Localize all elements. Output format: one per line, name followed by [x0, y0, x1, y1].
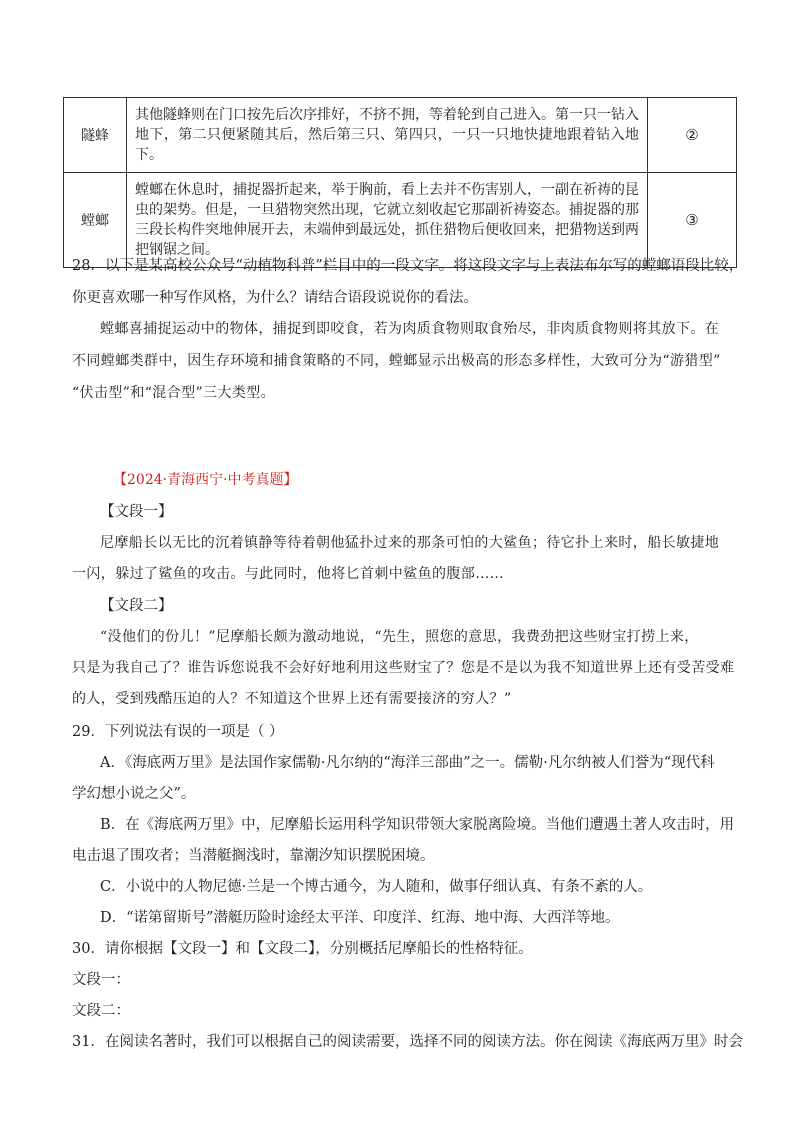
excerpt-28-line-2: 不同螳螂类群中，因生存环境和捕食策略的不同，螳螂显示出极高的形态多样性，大致可分为“游猎型”: [72, 353, 721, 369]
excerpt-28-line-3: “伏击型”和“混合型”三大类型。: [72, 385, 276, 401]
question-28-line-1: 28．以下是某高校公众号“动植物科普”栏目中的一段文字。将这段文字与上表法布尔写的螳螂语段比较，: [72, 258, 744, 274]
question-29-option-d: D．“诺第留斯号”潜艇历险时途经太平洋、印度洋、红海、地中海、大西洋等地。: [100, 910, 620, 926]
insect-comparison-table: [63, 97, 737, 268]
passage-1-heading: 【文段一】: [100, 504, 173, 520]
question-29-option-a-line-2: 学幻想小说之父”。: [72, 786, 196, 802]
question-29-option-a-line-1: A．《海底两万里》是法国作家儒勒·凡尔纳的“海洋三部曲”之一。儒勒·凡尔纳被人们誉为“现代科: [100, 755, 715, 771]
question-29-option-c: C．小说中的人物尼德·兰是一个博古通今，为人随和，做事仔细认真、有条不紊的人。: [100, 879, 653, 895]
passage-1-line-1: 尼摩船长以无比的沉着镇静等待着朝他猛扑过来的那条可怕的大鲨鱼；待它扑上来时，船长敏捷地: [100, 535, 720, 551]
table-cell-number: ③: [648, 173, 737, 268]
table-cell-insect-name: 螳螂: [64, 173, 127, 268]
table-cell-description: 螳螂在休息时，捕捉器折起来，举于胸前，看上去并不伤害别人，一副在祈祷的昆虫的架势。但是，一旦猎物突然出现，它就立刻收起它那副祈祷姿态。捕捉器的那三段长构件突地伸展开去，末端伸到最远处，抓住猎物后便收回来，把猎物送到两把钢锯之间。: [127, 173, 648, 268]
question-30-answer-1-label: 文段一：: [72, 972, 130, 988]
passage-2-line-3: 的人，受到残酷压迫的人？不知道这个世界上还有需要接济的穷人？”: [72, 691, 512, 707]
table-cell-number: ②: [648, 98, 737, 173]
table-row: [64, 98, 737, 173]
question-30-answer-2-label: 文段二：: [72, 1003, 130, 1019]
table-cell-insect-name: 隧蜂: [64, 98, 127, 173]
excerpt-28-line-1: 螳螂喜捕捉运动中的物体，捕捉到即咬食，若为肉质食物则取食殆尽，非肉质食物则将其放下。在: [100, 321, 720, 337]
passage-1-line-2: 一闪，躲过了鲨鱼的攻击。与此同时，他将匕首刺中鲨鱼的腹部……: [72, 566, 504, 582]
table-cell-description: 其他隧蜂则在门口按先后次序排好，不挤不拥，等着轮到自己进入。第一只一钻入地下，第二只便紧随其后，然后第三只、第四只，一只一只地快捷地跟着钻入地下。: [127, 98, 648, 173]
passage-2-line-1: “没他们的份儿！”尼摩船长颇为激动地说，“先生，照您的意思，我费劲把这些财宝打捞上来，: [100, 629, 699, 645]
question-29-option-b-line-1: B．在《海底两万里》中，尼摩船长运用科学知识带领大家脱离险境。当他们遭遇土著人攻击时，用: [100, 817, 735, 833]
question-30-stem: 30．请你根据【文段一】和【文段二】，分别概括尼摩船长的性格特征。: [72, 941, 533, 957]
source-tag: 【2024·青海西宁·中考真题】: [113, 472, 298, 488]
question-28-line-2: 你更喜欢哪一种写作风格，为什么？请结合语段说说你的看法。: [72, 290, 478, 306]
question-29-option-b-line-2: 电击退了围攻者；当潜艇搁浅时，靠潮汐知识摆脱困境。: [72, 848, 435, 864]
passage-2-heading: 【文段二】: [100, 598, 173, 614]
question-31-line-1: 31．在阅读名著时，我们可以根据自己的阅读需要，选择不同的阅读方法。你在阅读《海底两万里》时会: [72, 1034, 743, 1050]
passage-2-line-2: 只是为我自己了？谁告诉您说我不会好好地利用这些财宝了？您是不是以为我不知道世界上还有受苦受难: [72, 660, 735, 676]
question-29-stem: 29．下列说法有误的一项是（ ）: [72, 724, 284, 740]
